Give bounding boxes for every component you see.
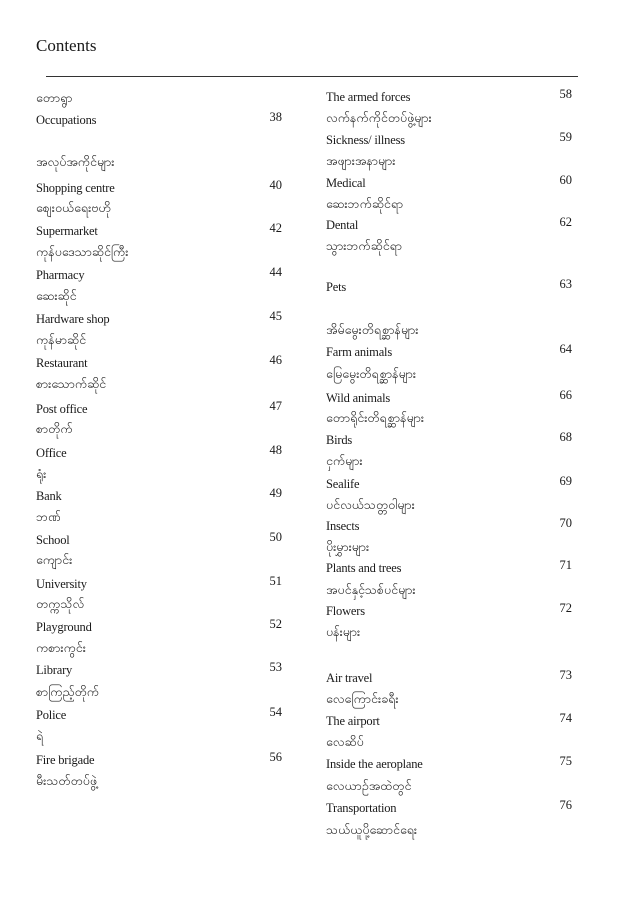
toc-page-number: 73 [559, 668, 572, 682]
toc-entry [326, 474, 572, 496]
toc-entry [326, 388, 572, 410]
toc-entry-translation: စားသောက်ဆိုင် [36, 377, 107, 391]
toc-entry-title: School [36, 533, 70, 547]
toc-entry [326, 601, 572, 623]
toc-entry-title: Library [36, 663, 73, 677]
toc-entry [326, 754, 572, 776]
toc-entry-myanmar [36, 726, 282, 748]
toc-entry-myanmar [326, 236, 572, 258]
toc-entry [326, 87, 572, 109]
toc-entry-myanmar [36, 374, 282, 396]
toc-entry [326, 277, 572, 299]
toc-entry-translation: မြေမွေးတိရစ္ဆာန်များ [326, 367, 417, 381]
toc-entry [36, 399, 282, 421]
toc-entry [326, 711, 572, 733]
toc-entry-myanmar [326, 580, 572, 602]
toc-entry-title: Bank [36, 489, 62, 503]
toc-page-number: 42 [269, 221, 282, 235]
toc-entry [326, 430, 572, 452]
toc-entry-myanmar [36, 682, 282, 704]
toc-entry-translation: တက္ကသိုလ် [36, 597, 85, 611]
toc-entry [36, 309, 282, 331]
toc-entry-myanmar [326, 364, 572, 386]
toc-entry [36, 265, 282, 287]
toc-page-number: 46 [269, 353, 282, 367]
toc-page-number: 63 [559, 277, 572, 291]
toc-entry-title: University [36, 577, 87, 591]
toc-page-number: 56 [269, 750, 282, 764]
toc-page-number: 44 [269, 265, 282, 279]
toc-entry-translation: ကျောင်း [36, 553, 73, 567]
toc-entry-title: Fire brigade [36, 753, 95, 767]
toc-page-number: 74 [559, 711, 572, 725]
toc-entry-translation: လေယာဉ်အထဲတွင် [326, 779, 412, 793]
toc-entry-myanmar [326, 320, 572, 342]
toc-entry-title: Medical [326, 176, 366, 190]
toc-entry-myanmar [326, 689, 572, 711]
toc-entry-translation: အဖျားအနာများ [326, 154, 396, 168]
page-title: Contents [36, 36, 97, 55]
toc-page-number: 50 [269, 530, 282, 544]
toc-entry-title: Pets [326, 280, 347, 294]
toc-entry-myanmar [36, 638, 282, 660]
toc-entry-translation: အိမ်မွေးတိရစ္ဆာန်များ [326, 323, 419, 337]
toc-page-number: 52 [269, 617, 282, 631]
toc-entry-myanmar [326, 622, 572, 644]
toc-entry-myanmar [36, 330, 282, 352]
toc-entry-title: Air travel [326, 671, 373, 685]
toc-entry-translation: ဆေးဆိုင် [36, 289, 77, 303]
toc-entry-title: Plants and trees [326, 561, 402, 575]
toc-entry-translation: ကုန်ပဒေသာဆိုင်ကြီး [36, 245, 129, 259]
toc-entry-title: Supermarket [36, 224, 98, 238]
toc-entry-title: Sickness/ illness [326, 133, 405, 147]
toc-entry-translation: ပင်လယ်သတ္တဝါများ [326, 498, 415, 512]
toc-entry [36, 705, 282, 727]
toc-page-number: 72 [559, 601, 572, 615]
toc-entry-title: Flowers [326, 604, 365, 618]
toc-entry-title: The airport [326, 714, 380, 728]
toc-page-number: 38 [269, 110, 282, 124]
toc-entry-myanmar [36, 771, 282, 793]
header-divider [46, 76, 578, 77]
toc-page-number: 53 [269, 660, 282, 674]
toc-entry-title: Hardware shop [36, 312, 110, 326]
toc-entry-title: Wild animals [326, 391, 391, 405]
toc-entry-translation: တောရွာ [36, 91, 73, 105]
toc-page-number: 45 [269, 309, 282, 323]
toc-entry-translation: တောရိုင်းတိရစ္ဆာန်များ [326, 411, 425, 425]
toc-entry-translation: ရုံး [36, 467, 47, 481]
toc-page-number: 69 [559, 474, 572, 488]
toc-entry-myanmar [36, 198, 282, 220]
toc-entry-myanmar [36, 507, 282, 529]
toc-entry-translation: သွားဘက်ဆိုင်ရာ [326, 239, 403, 253]
toc-entry-title: Pharmacy [36, 268, 85, 282]
toc-entry-myanmar [326, 194, 572, 216]
toc-entry-title: Sealife [326, 477, 360, 491]
toc-entry-title: Insects [326, 519, 360, 533]
toc-entry-translation: စျေးဝယ်ရေးဗဟို [36, 201, 111, 215]
toc-entry [36, 178, 282, 200]
toc-entry-myanmar [326, 108, 572, 130]
toc-page-number: 48 [269, 443, 282, 457]
toc-entry [326, 173, 572, 195]
toc-entry-translation: လေကြောင်းခရီး [326, 692, 399, 706]
toc-entry-translation: အလုပ်အကိုင်များ [36, 155, 115, 169]
toc-entry [36, 660, 282, 682]
toc-entry-myanmar [36, 419, 282, 441]
toc-entry-title: Police [36, 708, 67, 722]
toc-entry-translation: ကုန်မာဆိုင် [36, 333, 86, 347]
toc-entry [36, 530, 282, 552]
toc-entry [326, 668, 572, 690]
toc-entry-myanmar [326, 776, 572, 798]
toc-page-number: 66 [559, 388, 572, 402]
toc-entry-myanmar [36, 594, 282, 616]
toc-entry-myanmar [326, 537, 572, 559]
toc-entry-title: Restaurant [36, 356, 88, 370]
toc-entry-myanmar [326, 495, 572, 517]
toc-entry-title: Post office [36, 402, 88, 416]
toc-entry-myanmar [326, 408, 572, 430]
toc-entry [36, 486, 282, 508]
toc-entry [36, 750, 282, 772]
toc-entry-myanmar [36, 550, 282, 572]
toc-entry [36, 221, 282, 243]
toc-entry-myanmar [326, 820, 572, 842]
toc-entry [326, 558, 572, 580]
toc-entry-myanmar [326, 151, 572, 173]
toc-entry-myanmar [36, 152, 282, 174]
toc-page-number: 71 [559, 558, 572, 572]
toc-entry [36, 443, 282, 465]
toc-entry-title: Inside the aeroplane [326, 757, 423, 771]
toc-entry-translation: အပင်နှင့်သစ်ပင်များ [326, 583, 416, 597]
toc-page-number: 68 [559, 430, 572, 444]
toc-page-number: 64 [559, 342, 572, 356]
toc-entry [326, 215, 572, 237]
toc-entry-translation: စာကြည့်တိုက် [36, 685, 99, 699]
toc-entry [326, 798, 572, 820]
toc-page-number: 58 [559, 87, 572, 101]
toc-entry-title: Farm animals [326, 345, 392, 359]
toc-page-number: 62 [559, 215, 572, 229]
toc-entry [326, 130, 572, 152]
toc-entry-translation: ပိုးမွှားများ [326, 540, 370, 554]
toc-entry [36, 110, 282, 132]
toc-entry-translation: မီးသတ်တပ်ဖွဲ့ [36, 774, 98, 788]
toc-page-number: 49 [269, 486, 282, 500]
toc-entry-myanmar [36, 88, 282, 110]
toc-entry [326, 342, 572, 364]
toc-entry [36, 574, 282, 596]
toc-entry-translation: ဘဏ် [36, 510, 61, 524]
toc-entry-myanmar [36, 242, 282, 264]
toc-entry-translation: ပန်းများ [326, 625, 361, 639]
toc-entry [36, 617, 282, 639]
toc-entry-title: The armed forces [326, 90, 411, 104]
toc-entry-translation: ငှက်များ [326, 454, 363, 468]
toc-entry-translation: လက်နက်ကိုင်တပ်ဖွဲ့များ [326, 111, 432, 125]
toc-page-number: 54 [269, 705, 282, 719]
toc-entry-translation: ဆေးဘက်ဆိုင်ရာ [326, 197, 404, 211]
toc-page-number: 60 [559, 173, 572, 187]
toc-entry-translation: သယ်ယူပို့ဆောင်ရေး [326, 823, 418, 837]
toc-entry-title: Birds [326, 433, 353, 447]
toc-entry-myanmar [326, 732, 572, 754]
toc-page-number: 70 [559, 516, 572, 530]
toc-page-number: 40 [269, 178, 282, 192]
toc-entry-title: Transportation [326, 801, 397, 815]
toc-entry [326, 516, 572, 538]
toc-page-number: 59 [559, 130, 572, 144]
toc-entry-translation: စာတိုက် [36, 422, 73, 436]
toc-entry-title: Shopping centre [36, 181, 115, 195]
toc-entry-title: Dental [326, 218, 359, 232]
toc-entry [36, 353, 282, 375]
toc-entry-translation: လေဆိပ် [326, 735, 364, 749]
toc-entry-translation: ကစားကွင်း [36, 641, 86, 655]
toc-entry-myanmar [326, 451, 572, 473]
toc-page-number: 75 [559, 754, 572, 768]
toc-entry-translation: ရဲ [36, 729, 44, 743]
toc-entry-title: Office [36, 446, 67, 460]
toc-page-number: 51 [269, 574, 282, 588]
toc-entry-title: Playground [36, 620, 92, 634]
toc-page-number: 47 [269, 399, 282, 413]
toc-entry-myanmar [36, 464, 282, 486]
toc-entry-myanmar [36, 286, 282, 308]
toc-page-number: 76 [559, 798, 572, 812]
toc-entry-title: Occupations [36, 113, 97, 127]
